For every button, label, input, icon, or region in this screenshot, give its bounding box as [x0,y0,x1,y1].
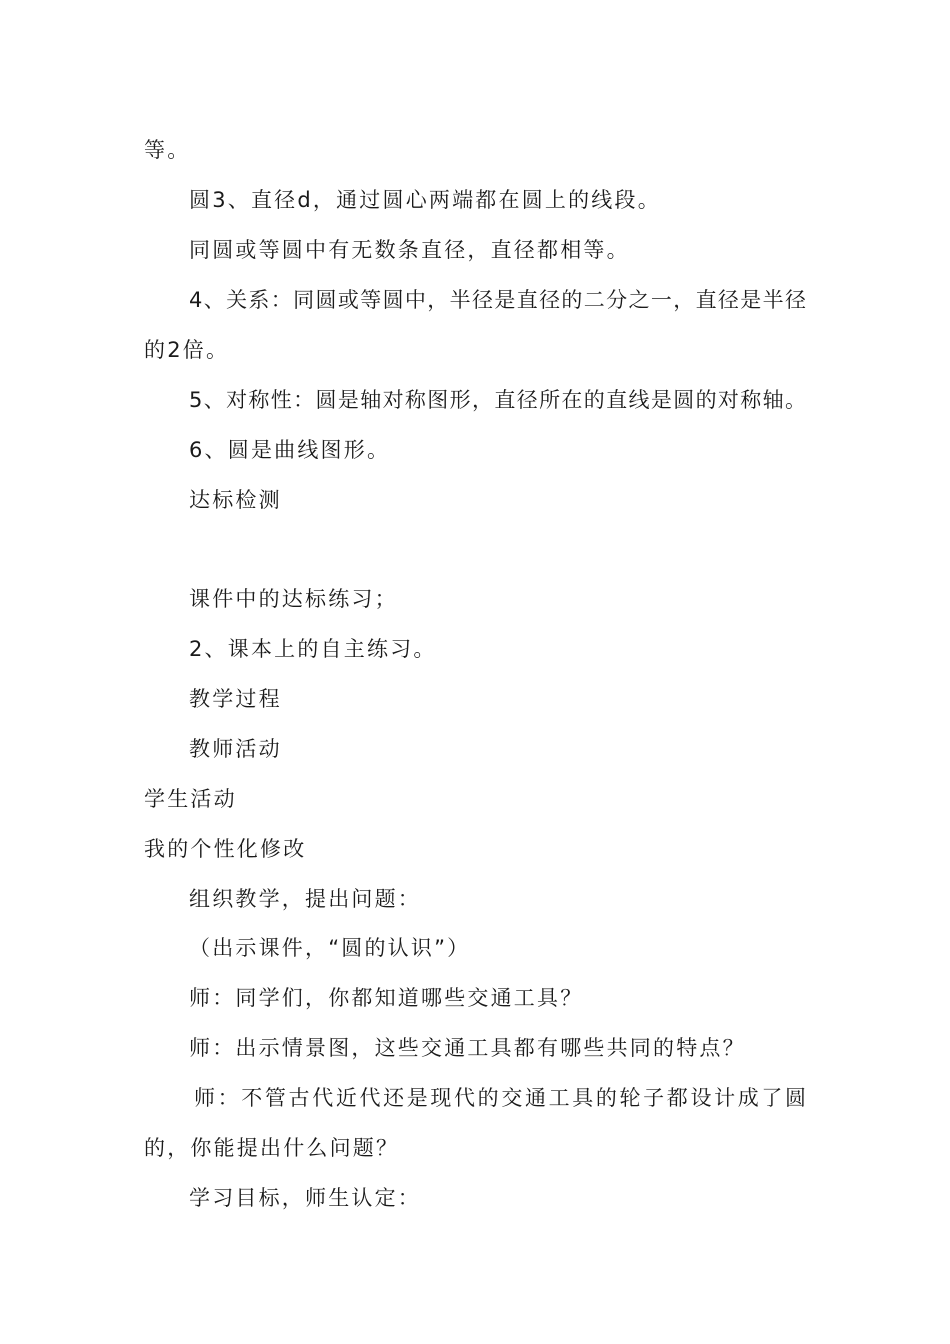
text-line-17: 师：同学们，你都知道哪些交通工具？ [189,986,584,1010]
text-line-5: 的2倍。 [144,338,230,362]
section-heading-assessment: 达标检测 [189,488,282,512]
text-line-3: 同圆或等圆中有无数条直径，直径都相等。 [189,238,630,262]
column-heading-student: 学生活动 [144,787,237,811]
text-line-18: 师：出示情景图，这些交通工具都有哪些共同的特点？ [189,1036,746,1060]
text-line-7: 6、圆是曲线图形。 [189,438,391,462]
column-heading-personal: 我的个性化修改 [144,837,307,861]
text-line-20: 的，你能提出什么问题？ [144,1136,400,1160]
text-line-1: 等。 [144,138,191,162]
text-line-10: 2、课本上的自主练习。 [189,637,437,661]
section-heading-process: 教学过程 [189,687,282,711]
text-line-15: 组织教学，提出问题： [189,887,421,911]
text-line-9: 课件中的达标练习； [189,587,398,611]
text-line-19: 师：不管古代近代还是现代的交通工具的轮子都设计成了圆 [194,1086,806,1110]
column-heading-teacher: 教师活动 [189,737,282,761]
text-line-4: 4、关系：同圆或等圆中，半径是直径的二分之一，直径是半径 [189,288,806,312]
text-line-2: 圆3、直径d，通过圆心两端都在圆上的线段。 [189,188,661,212]
text-line-21: 学习目标，师生认定： [189,1186,421,1210]
text-line-6: 5、对称性：圆是轴对称图形，直径所在的直线是圆的对称轴。 [189,388,806,412]
text-line-16: （出示课件，“圆的认识”） [189,936,471,960]
